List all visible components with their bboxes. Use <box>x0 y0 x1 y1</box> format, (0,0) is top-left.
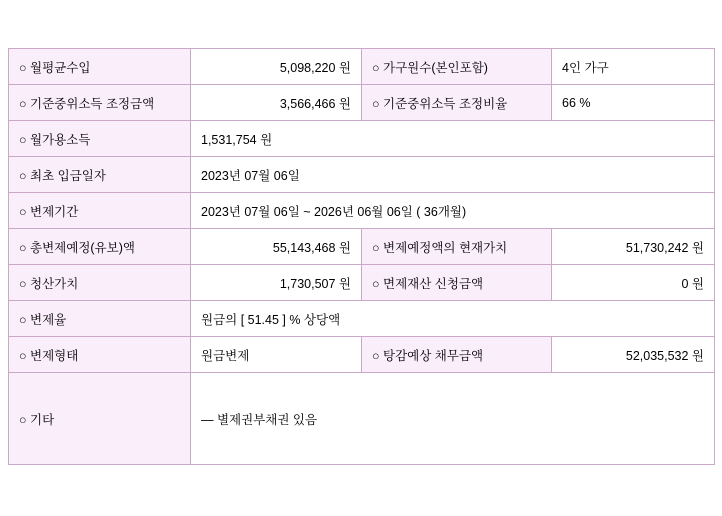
table-cell-value: 2023년 07월 06일 <box>191 157 715 193</box>
table-cell-label: ○ 가구원수(본인포함) <box>362 49 552 85</box>
table-cell-label: ○ 총변제예정(유보)액 <box>9 229 191 265</box>
table-cell-value: 1,730,507 원 <box>191 265 362 301</box>
table-row <box>9 373 715 465</box>
table-cell-value: 원금변제 <box>191 337 362 373</box>
table-cell-label: ○ 월가용소득 <box>9 121 191 157</box>
table-body <box>9 49 715 465</box>
table-cell-value: — 별제권부채권 있음 <box>191 373 715 465</box>
table-cell-label: ○ 탕감예상 채무금액 <box>362 337 552 373</box>
table-cell-value: 5,098,220 원 <box>191 49 362 85</box>
table-row <box>9 193 715 229</box>
table-cell-value: 51,730,242 원 <box>552 229 715 265</box>
table-cell-label: ○ 면제재산 신청금액 <box>362 265 552 301</box>
table-cell-label: ○ 변제율 <box>9 301 191 337</box>
table-cell-value: 52,035,532 원 <box>552 337 715 373</box>
table-cell-label: ○ 기준중위소득 조정비율 <box>362 85 552 121</box>
table-cell-label: ○ 변제형태 <box>9 337 191 373</box>
table-row <box>9 49 715 85</box>
table-row <box>9 157 715 193</box>
table-cell-label: ○ 최초 입금일자 <box>9 157 191 193</box>
table-cell-value: 2023년 07월 06일 ~ 2026년 06월 06일 ( 36개월) <box>191 193 715 229</box>
table-cell-label: ○ 기타 <box>9 373 191 465</box>
table-cell-value: 3,566,466 원 <box>191 85 362 121</box>
table-cell-value: 0 원 <box>552 265 715 301</box>
table-row <box>9 301 715 337</box>
table-row <box>9 229 715 265</box>
table-cell-label: ○ 기준중위소득 조정금액 <box>9 85 191 121</box>
table-cell-value: 66 % <box>552 85 715 121</box>
table-cell-value: 1,531,754 원 <box>191 121 715 157</box>
table-cell-label: ○ 변제기간 <box>9 193 191 229</box>
table-cell-value: 원금의 [ 51.45 ] % 상당액 <box>191 301 715 337</box>
table-row <box>9 337 715 373</box>
table-row <box>9 265 715 301</box>
table-row <box>9 85 715 121</box>
table-cell-label: ○ 변제예정액의 현재가치 <box>362 229 552 265</box>
table-cell-value: 4인 가구 <box>552 49 715 85</box>
table-cell-label: ○ 월평균수입 <box>9 49 191 85</box>
repayment-plan-table <box>8 48 715 465</box>
table-cell-value: 55,143,468 원 <box>191 229 362 265</box>
table-cell-label: ○ 청산가치 <box>9 265 191 301</box>
table-row <box>9 121 715 157</box>
